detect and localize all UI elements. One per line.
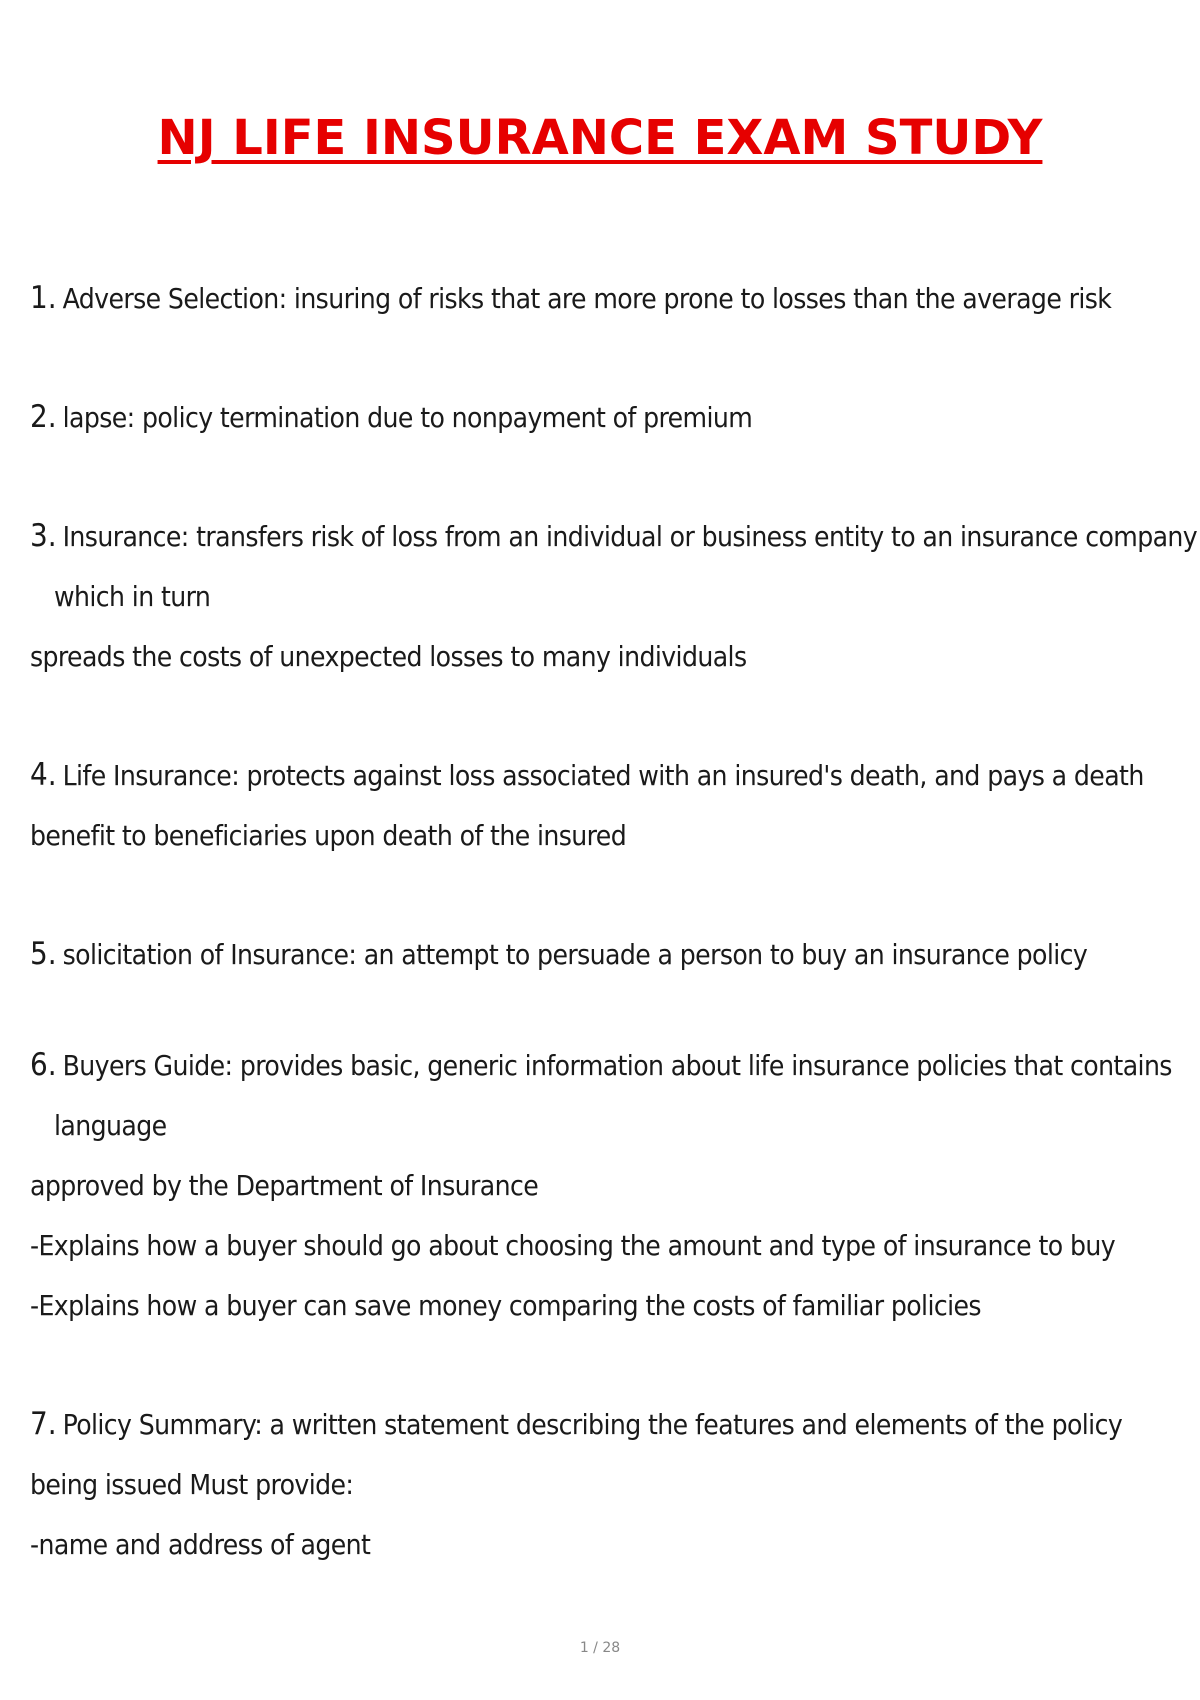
entry-3 [30, 506, 1198, 687]
entry-number: 2. [30, 399, 57, 435]
entry-4 [30, 745, 1180, 866]
entry-number: 1. [30, 280, 57, 316]
entry-number: 7. [30, 1406, 57, 1442]
entry-number: 5. [30, 936, 57, 972]
page-number: 1 / 28 [579, 1640, 621, 1656]
entry-line: language [54, 1109, 167, 1142]
entry-line: 3. Insurance: transfers risk of loss from an individual or business entity to an insurance company [30, 518, 1198, 554]
entry-number: 4. [30, 757, 57, 793]
entry-line: -name and address of agent [30, 1528, 371, 1561]
entry-line: 2. lapse: policy termination due to nonpayment of premium [30, 399, 753, 435]
entry-line: -Explains how a buyer should go about choosing the amount and type of insurance to buy [30, 1229, 1116, 1262]
entry-line: being issued Must provide: [30, 1468, 354, 1501]
entry-7 [30, 1394, 1180, 1575]
entry-5 [30, 924, 1180, 985]
entry-line: which in turn [54, 580, 211, 613]
entry-2 [30, 387, 1180, 448]
entry-1 [30, 268, 1180, 329]
entry-line: 6. Buyers Guide: provides basic, generic information about life insurance policies that contains [30, 1047, 1172, 1083]
entry-line: 4. Life Insurance: protects against loss associated with an insured's death, and pays a death [30, 757, 1144, 793]
entry-line: 7. Policy Summary: a written statement describing the features and elements of the policy [30, 1406, 1123, 1442]
study-content [30, 268, 1198, 1575]
entry-number: 3. [30, 518, 57, 554]
entry-line: 1. Adverse Selection: insuring of risks that are more prone to losses than the average risk [30, 280, 1112, 316]
entry-line: approved by the Department of Insurance [30, 1169, 539, 1202]
entry-line: -Explains how a buyer can save money comparing the costs of familiar policies [30, 1289, 981, 1322]
entry-line: 5. solicitation of Insurance: an attempt to persuade a person to buy an insurance policy [30, 936, 1088, 972]
entry-6 [30, 1035, 1180, 1336]
entry-number: 6. [30, 1047, 57, 1083]
entry-line: spreads the costs of unexpected losses to many individuals [30, 640, 747, 673]
entry-line: benefit to beneficiaries upon death of the insured [30, 819, 627, 852]
page-title: NJ LIFE INSURANCE EXAM STUDY [157, 110, 1043, 166]
